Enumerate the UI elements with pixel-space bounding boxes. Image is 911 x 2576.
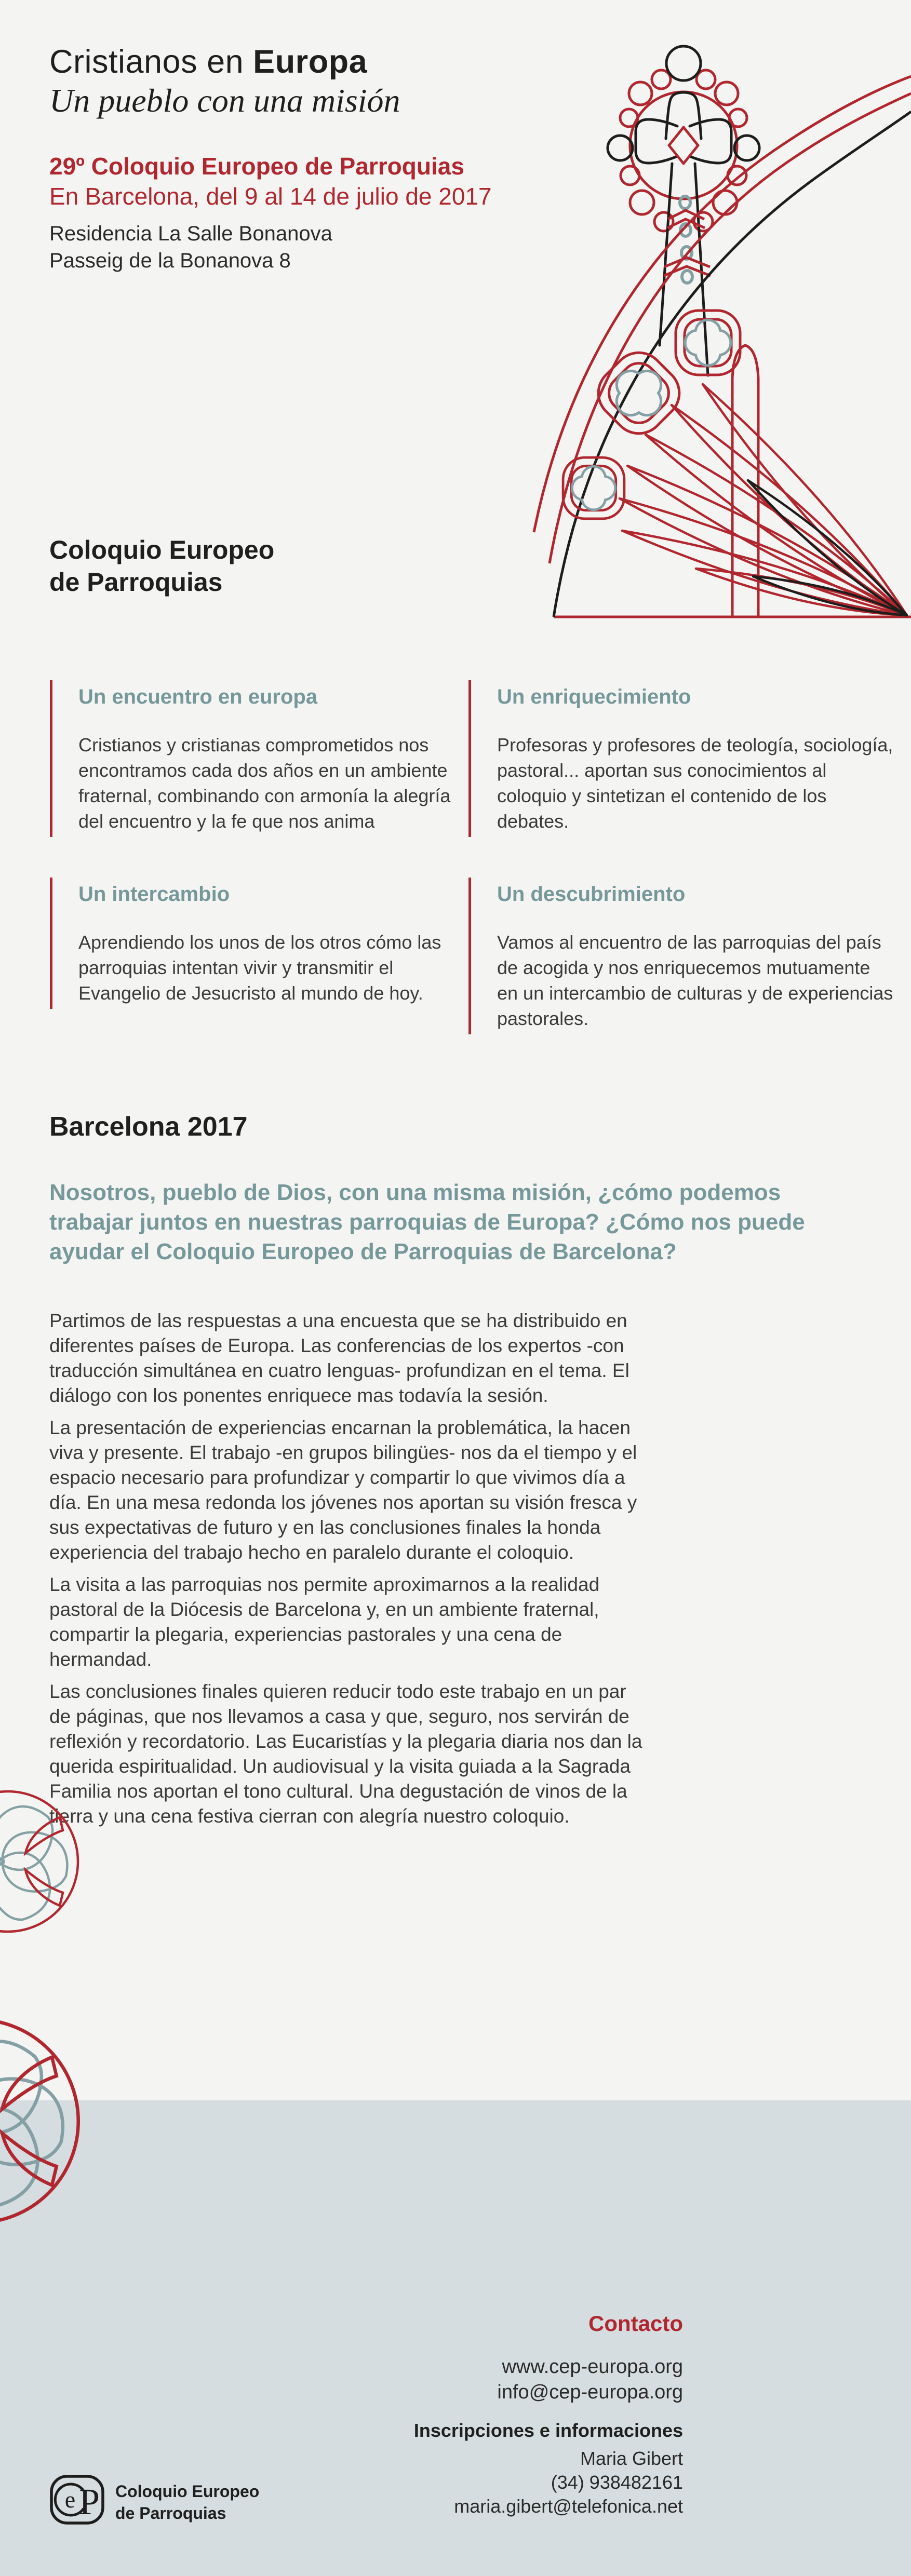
feature-body: Aprendiendo los unos de los otros cómo las parroquias intentan vivir y transmitir el Evangelio de Jesucristo al mundo de hoy. bbox=[78, 932, 441, 1004]
event-date-place: En Barcelona, del 9 al 14 de julio de 2017 bbox=[49, 183, 492, 210]
event-info bbox=[49, 151, 492, 211]
paragraph: Partimos de las respuestas a una encuesta que se ha distribuido en diferentes países de Europa. Las conferencias de los expertos -con traducción simultánea en cuatro lenguas- profundizan en el tema. El diálogo con los ponentes enriquece mas todavía la sesión. bbox=[49, 1310, 629, 1406]
barcelona-heading: Barcelona 2017 bbox=[49, 1112, 248, 1142]
logo-text-line1: Coloquio Europeo bbox=[115, 2482, 260, 2501]
logo-text bbox=[115, 2474, 259, 2524]
quatrefoil-medallions bbox=[563, 311, 740, 519]
email-text: info@cep-europa.org bbox=[497, 2381, 683, 2403]
feature-title: Un descubrimiento bbox=[497, 883, 686, 906]
window-arches bbox=[534, 76, 911, 617]
feature-title: Un enriquecimiento bbox=[497, 685, 691, 708]
venue-name: Residencia La Salle Bonanova bbox=[49, 222, 332, 245]
cep-logo-icon bbox=[49, 2474, 105, 2525]
cep-logo bbox=[49, 2474, 259, 2525]
rosette-top bbox=[0, 1791, 78, 1932]
event-name: 29º Coloquio Europeo de Parroquias bbox=[49, 153, 464, 180]
page-title bbox=[49, 44, 367, 80]
section-heading-line1: Coloquio Europeo bbox=[49, 535, 275, 564]
contact-heading: Contacto bbox=[588, 2311, 683, 2336]
feature-title: Un intercambio bbox=[78, 883, 230, 906]
feature-body: Vamos al encuentro de las parroquias del país de acogida y nos enriquecemos mutuamente en un intercambio de culturas y de experiencias pastorales. bbox=[497, 932, 893, 1029]
venue-street: Passeig de la Bonanova 8 bbox=[49, 249, 291, 272]
title-regular: Cristianos en bbox=[49, 44, 253, 80]
barcelona-body bbox=[49, 1309, 647, 1836]
section-heading-line2: de Parroquias bbox=[49, 568, 223, 597]
section-heading bbox=[49, 534, 274, 598]
title-bold: Europa bbox=[253, 44, 368, 80]
spire-cross-and-rose-window-art bbox=[530, 39, 911, 621]
feature-body: Cristianos y cristianas comprometidos nos encontramos cada dos años en un ambiente fraternal, combinando con armonía la alegría del encuentro y la fe que nos anima bbox=[78, 734, 451, 832]
feature-body: Profesoras y profesores de teología, sociología, pastoral... aportan sus conocimientos al coloquio y sintetizan el contenido de los debates. bbox=[497, 734, 893, 832]
barcelona-lead: Nosotros, pueblo de Dios, con una misma misión, ¿cómo podemos trabajar juntos en nuestras parroquias de Europa? ¿Cómo nos puede ayudar el Coloquio Europeo de Parroquias de Barcelona? bbox=[49, 1180, 805, 1264]
rosette-bottom bbox=[0, 2019, 78, 2223]
rosette-tracery-art bbox=[0, 1776, 166, 2425]
feature-title: Un encuentro en europa bbox=[78, 685, 318, 708]
feature-descubrimiento bbox=[468, 878, 896, 1034]
contact-block bbox=[414, 2312, 683, 2518]
venue-address bbox=[49, 220, 332, 274]
contact-email: maria.gibert@telefonica.net bbox=[454, 2496, 683, 2517]
feature-enriquecimiento bbox=[468, 680, 896, 837]
contact-name: Maria Gibert bbox=[580, 2448, 683, 2469]
feature-encuentro bbox=[50, 680, 471, 837]
inscriptions-heading: Inscripciones e informaciones bbox=[413, 2420, 683, 2441]
website-text: www.cep-europa.org bbox=[502, 2356, 683, 2378]
logo-letter-e: e bbox=[64, 2486, 76, 2513]
paragraph: Las conclusiones finales quieren reducir todo este trabajo en un par de páginas, que nos llevamos a casa y que, seguro, nos servirán de reflexión y recordatorio. Las Eucaristías y la plegaria diaria nos dan la querida espiritualidad. Un audiovisual y la visita guiada a la Sagrada Familia nos aportan el tono cultural. Una degustación de vinos de la tierra y una cena festiva cierran con alegría nuestro coloquio. bbox=[49, 1681, 642, 1827]
paragraph: La visita a las parroquias nos permite aproximarnos a la realidad pastoral de la Diócesis de Barcelona y, en un ambiente fraternal, compartir la plegaria, experiencias pastorales y una cena de hermandad. bbox=[49, 1574, 600, 1670]
feature-intercambio bbox=[50, 878, 471, 1009]
paragraph: La presentación de experiencias encarnan la problemática, la hacen viva y presente. El trabajo -en grupos bilingües- nos da el tiempo y el espacio necesario para profundizar y compartir lo que vivimos día a día. En una mesa redonda los jóvenes nos aportan su visión fresca y sus expectativas de futuro y en las conclusiones finales la honda experiencia del trabajo hecho en paralelo durante el coloquio. bbox=[49, 1417, 637, 1563]
contact-phone: (34) 938482161 bbox=[551, 2472, 683, 2493]
logo-letter-p: P bbox=[78, 2481, 100, 2523]
logo-text-line2: de Parroquias bbox=[115, 2504, 226, 2523]
page-subtitle: Un pueblo con una misión bbox=[49, 82, 400, 119]
